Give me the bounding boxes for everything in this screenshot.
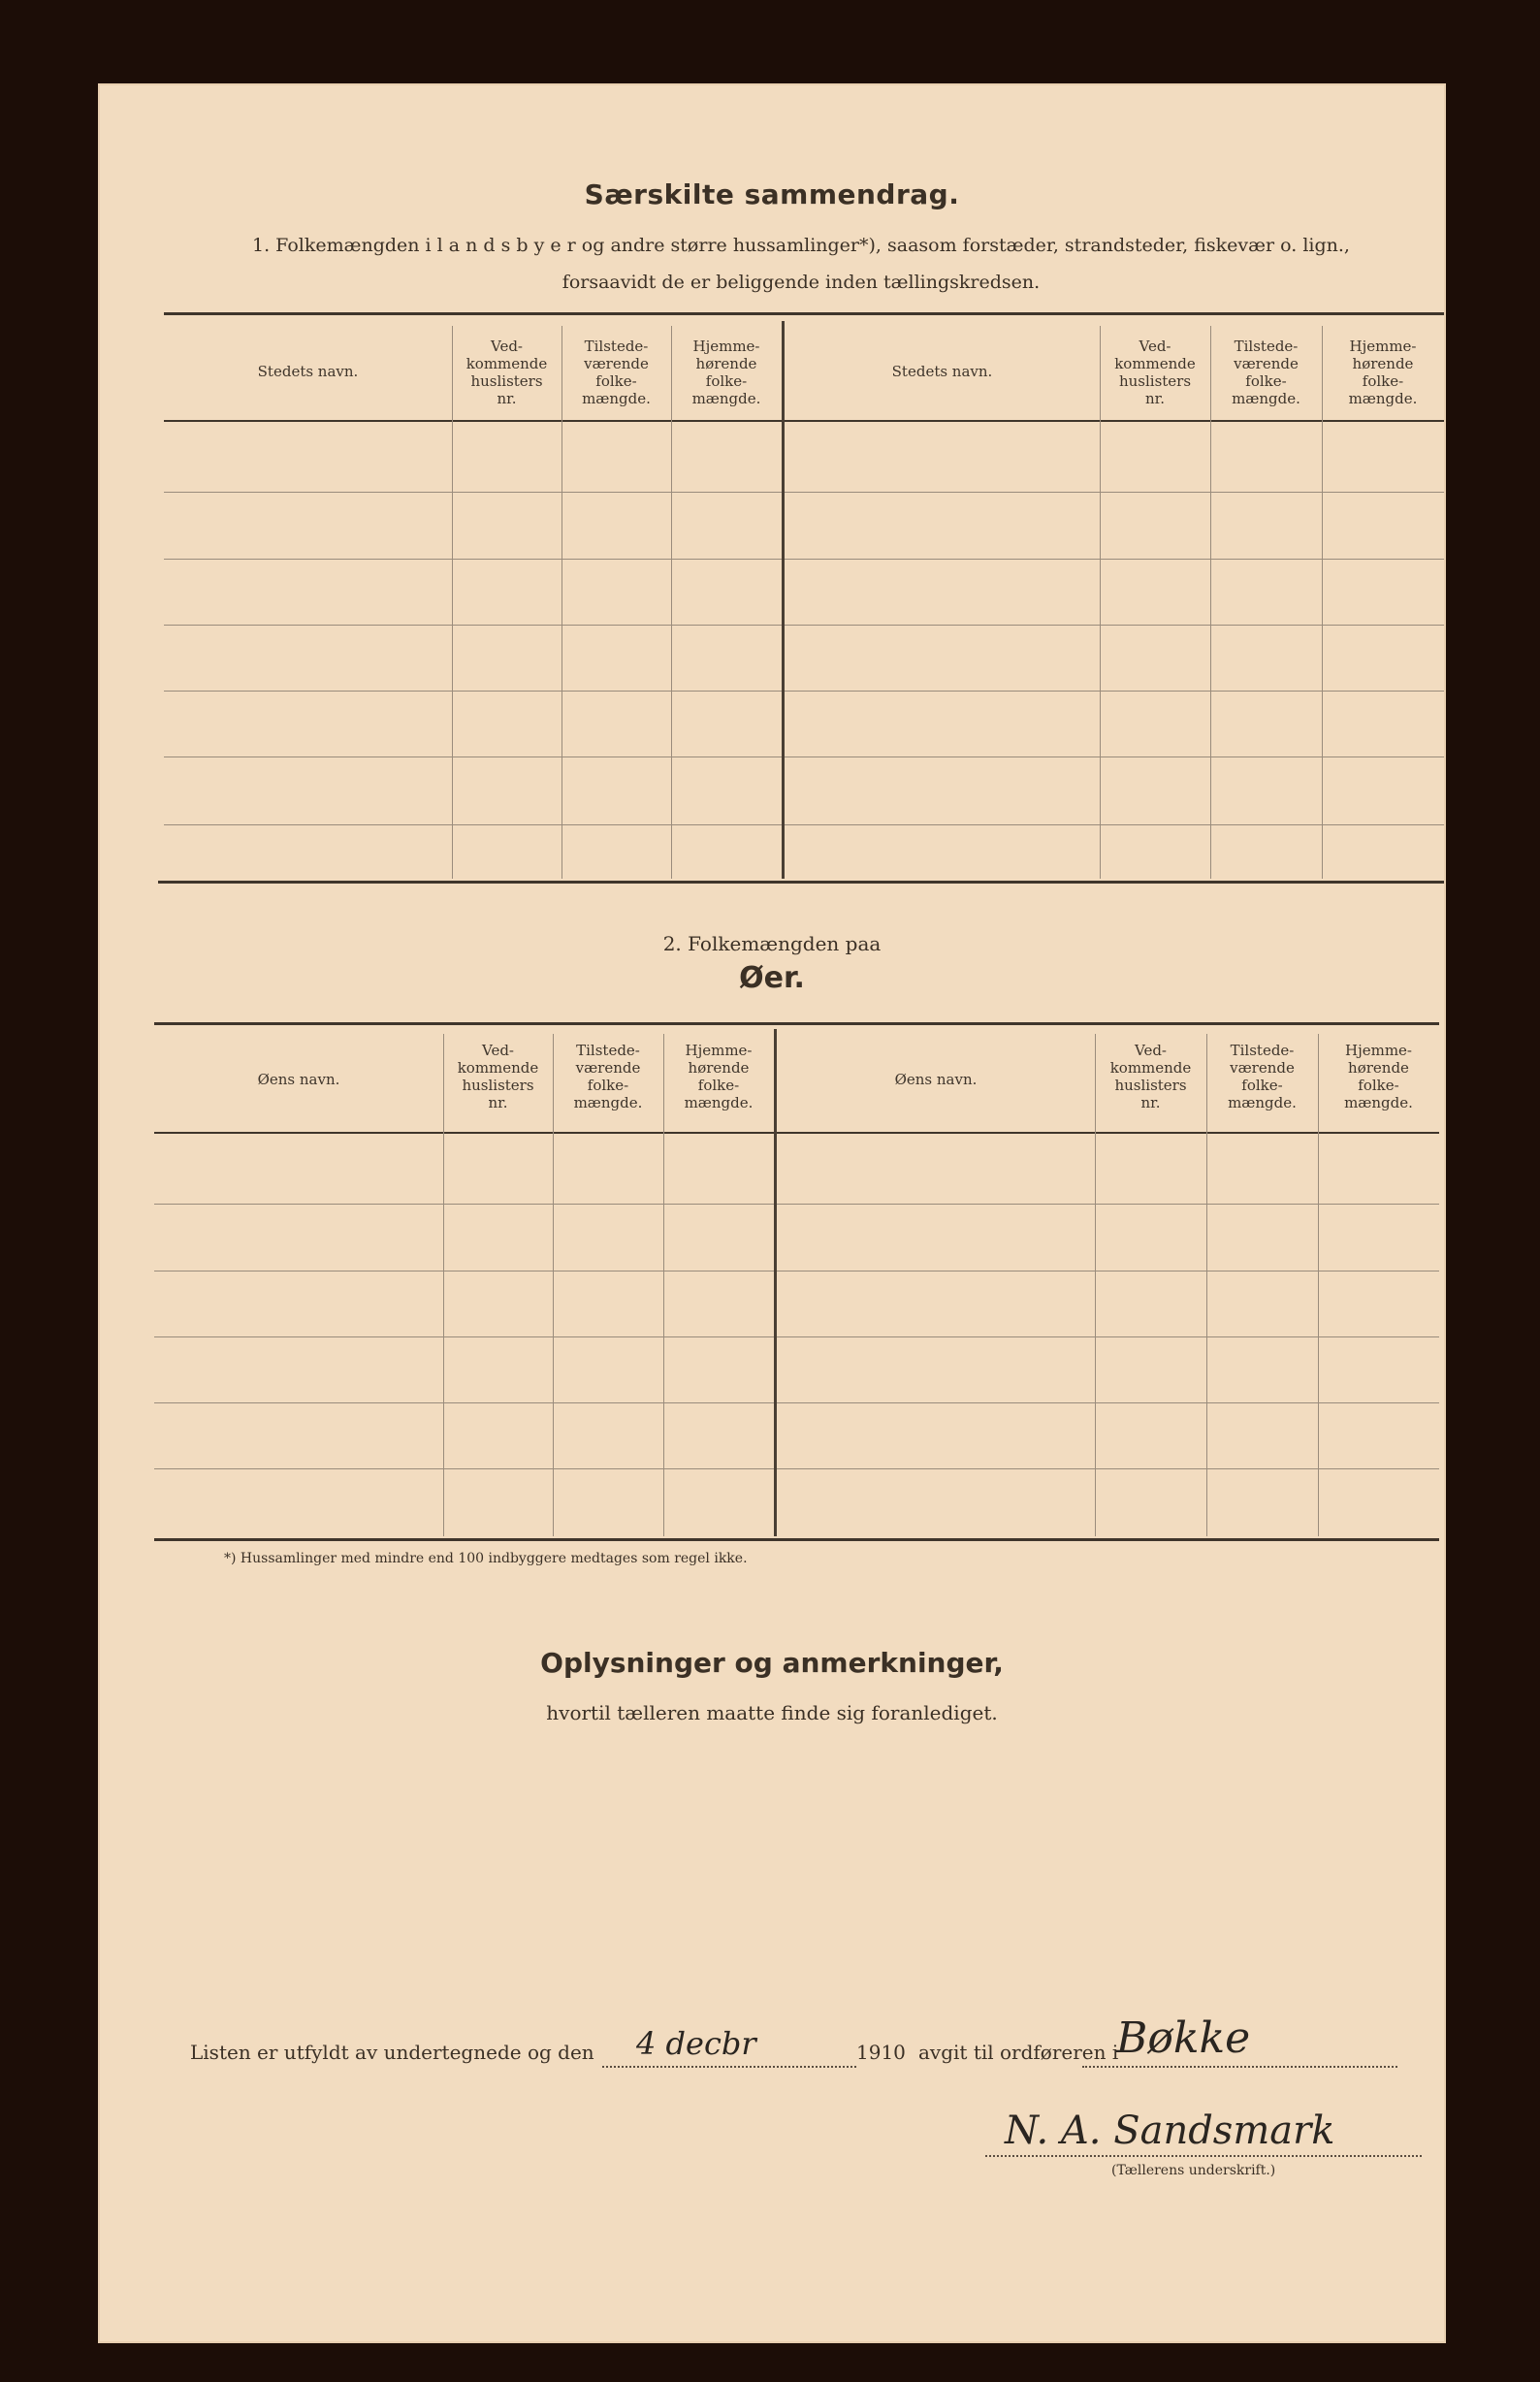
header-text: nr. <box>1140 1094 1161 1111</box>
place-handwritten: Bøkke <box>1116 2013 1251 2063</box>
header-text: Ved- <box>490 338 523 355</box>
table-row <box>164 492 1444 493</box>
table-row <box>154 1204 1439 1205</box>
header-text: hørende <box>688 1059 750 1077</box>
table-row <box>164 824 1444 825</box>
header-text: Tilstede- <box>576 1042 640 1059</box>
signature-caption: (Tællerens underskrift.) <box>1111 2163 1276 2178</box>
header-text: folke- <box>1245 372 1287 390</box>
header-text: Tilstede- <box>1230 1042 1295 1059</box>
enumerator-signature: N. A. Sandsmark <box>1005 2108 1335 2153</box>
header-text: nr. <box>488 1094 508 1111</box>
header-text: Hjemme- <box>692 338 760 355</box>
header-text: hørende <box>695 355 757 372</box>
table-row <box>154 1336 1439 1337</box>
header-text: folke- <box>1241 1077 1283 1094</box>
table-row <box>154 1402 1439 1403</box>
section2-heading: 2. Folkemængden paa <box>662 932 882 955</box>
header-text: folke- <box>595 372 637 390</box>
table-top-rule <box>164 312 1444 315</box>
header-present-right <box>1206 1042 1318 1111</box>
section3-title: Oplysninger og anmerkninger, <box>540 1647 1004 1679</box>
header-text: folke- <box>587 1077 629 1094</box>
header-text: folke- <box>705 372 748 390</box>
column-divider <box>561 326 562 879</box>
header-text: kommende <box>1114 355 1196 372</box>
section3-subtitle: hvortil tælleren maatte finde sig foranlediget. <box>546 1701 998 1724</box>
header-list-nr <box>452 338 561 407</box>
column-divider <box>1100 326 1101 879</box>
header-text: Hjemme- <box>685 1042 753 1059</box>
section1-intro <box>214 227 1388 301</box>
column-divider <box>671 326 672 879</box>
header-text: Hjemme- <box>1344 1042 1412 1059</box>
header-text: huslisters <box>470 372 543 390</box>
date-dotted-line <box>602 2066 856 2068</box>
header-list-nr <box>443 1042 553 1111</box>
footnote: *) Hussamlinger med mindre end 100 indbyggere medtages som regel ikke. <box>224 1551 748 1566</box>
header-text: hørende <box>1348 1059 1409 1077</box>
header-resident <box>671 338 782 407</box>
header-present <box>553 1042 663 1111</box>
header-text: mængde. <box>573 1094 643 1111</box>
header-text: mængde. <box>1348 390 1418 407</box>
column-divider <box>1210 326 1211 879</box>
header-text: værende <box>1230 1059 1295 1077</box>
header-present-right <box>1210 338 1322 407</box>
header-list-nr-right <box>1095 1042 1206 1111</box>
header-island-name-right: Øens navn. <box>894 1071 978 1088</box>
census-form-page <box>98 83 1446 2343</box>
section1-intro-line2: forsaavidt de er beliggende inden tællingskredsen. <box>561 272 1041 293</box>
header-resident-right <box>1318 1042 1439 1111</box>
header-text: huslisters <box>1114 1077 1187 1094</box>
header-text: nr. <box>1145 390 1165 407</box>
header-place-name: Stedets navn. <box>257 363 359 380</box>
header-text: Hjemme- <box>1349 338 1417 355</box>
table-bottom-rule <box>154 1538 1439 1541</box>
column-divider <box>452 326 453 879</box>
header-text: Ved- <box>1134 1042 1167 1059</box>
header-text: Tilstede- <box>1234 338 1299 355</box>
header-text: Ved- <box>1139 338 1171 355</box>
header-text: kommende <box>457 1059 539 1077</box>
header-text: mængde. <box>1232 390 1300 407</box>
signature-text-1: Listen er utfyldt av undertegnede og den <box>190 2041 594 2064</box>
table-row <box>164 625 1444 626</box>
header-text: mængde. <box>582 390 651 407</box>
header-text: kommende <box>1109 1059 1192 1077</box>
header-text: mængde. <box>691 390 761 407</box>
column-divider-center <box>774 1029 777 1536</box>
table-top-rule <box>154 1022 1439 1025</box>
header-text: mængde. <box>684 1094 754 1111</box>
section1-intro-line1: 1. Folkemængden i l a n d s b y e r og andre større hussamlinger*), saasom forstæder, strandsteder, fiskevær o. lign., <box>252 235 1350 256</box>
header-text: Tilstede- <box>584 338 649 355</box>
header-text: huslisters <box>462 1077 534 1094</box>
header-text: mængde. <box>1344 1094 1413 1111</box>
header-present <box>561 338 671 407</box>
table-row <box>154 1468 1439 1469</box>
header-text: nr. <box>497 390 517 407</box>
date-handwritten: 4 decbr <box>636 2025 756 2062</box>
header-resident <box>663 1042 774 1111</box>
section1-title: Særskilte sammendrag. <box>584 178 960 210</box>
header-text: folke- <box>1362 372 1404 390</box>
header-resident-right <box>1322 338 1444 407</box>
header-text: mængde. <box>1228 1094 1297 1111</box>
section2-heading-big: Øer. <box>739 961 805 995</box>
header-text: hørende <box>1352 355 1414 372</box>
column-divider-center <box>782 321 785 879</box>
header-text: Ved- <box>481 1042 514 1059</box>
header-text: værende <box>584 355 649 372</box>
signature-year: 1910 <box>856 2041 906 2064</box>
table-row <box>164 559 1444 560</box>
header-island-name: Øens navn. <box>257 1071 340 1088</box>
table-row <box>164 691 1444 692</box>
table-row <box>164 756 1444 757</box>
header-text: kommende <box>465 355 548 372</box>
header-place-name-right: Stedets navn. <box>891 363 993 380</box>
header-text: folke- <box>697 1077 740 1094</box>
header-text: værende <box>1234 355 1299 372</box>
signature-text-2: avgit til ordføreren i <box>918 2041 1119 2064</box>
header-list-nr-right <box>1100 338 1210 407</box>
signature-dotted-line <box>985 2155 1422 2157</box>
table-header-rule <box>164 420 1444 422</box>
header-text: værende <box>575 1059 641 1077</box>
column-divider <box>1322 326 1323 879</box>
header-text: folke- <box>1358 1077 1399 1094</box>
header-text: huslisters <box>1118 372 1192 390</box>
table-header-rule <box>154 1132 1439 1134</box>
place-dotted-line <box>1082 2066 1397 2068</box>
table-bottom-rule <box>158 881 1444 884</box>
